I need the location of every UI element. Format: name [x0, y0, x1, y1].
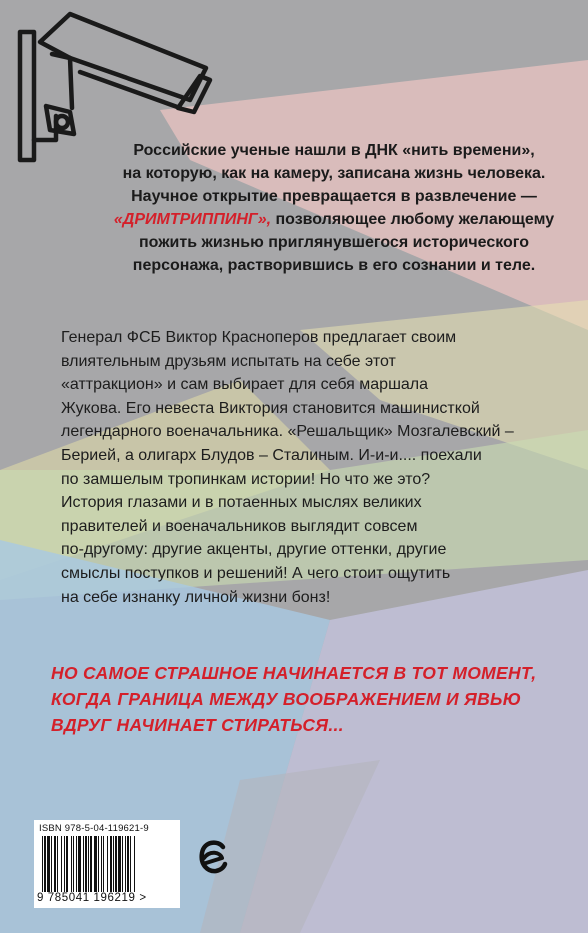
- synopsis-line: История глазами и в потаенных мыслях великих: [61, 494, 422, 512]
- intro-line-dreamtripping: «ДРИМТРИППИНГ», позволяющее любому желающему: [113, 211, 555, 228]
- barcode-bar: [94, 836, 97, 892]
- barcode-bar: [115, 836, 117, 892]
- barcode-bar: [47, 836, 50, 892]
- barcode-bar: [83, 836, 84, 892]
- synopsis-line: правителей и военачальников выглядит совсем: [61, 517, 418, 535]
- barcode-bar: [98, 836, 99, 892]
- synopsis-line: Жукова. Его невеста Виктория становится машинисткой: [61, 399, 480, 417]
- intro-line: на которую, как на камеру, записана жизнь человека.: [122, 165, 546, 182]
- barcode-bar: [127, 836, 129, 892]
- barcode-bar: [73, 836, 74, 892]
- barcode-bar: [51, 836, 52, 892]
- barcode-bar: [85, 836, 87, 892]
- synopsis-line: Берией, а олигарх Блудов – Сталиным. И-и-и.... поехали: [61, 446, 482, 464]
- barcode-bar: [54, 836, 56, 892]
- barcode-bars: [40, 836, 176, 892]
- barcode-bar: [64, 836, 65, 892]
- dreamtripping-highlight: «ДРИМТРИППИНГ»,: [113, 211, 272, 228]
- barcode-bar: [130, 836, 131, 892]
- barcode-bar: [44, 836, 46, 892]
- synopsis-line: легендарного военачальника. «Решальщик» Мозгалевский –: [61, 423, 514, 441]
- barcode-bar: [42, 836, 43, 892]
- publisher-logo-icon: [196, 836, 230, 878]
- synopsis-line: Генерал ФСБ Виктор Красноперов предлагает своим: [61, 329, 457, 346]
- barcode-bar: [71, 836, 72, 892]
- barcode-bar: [90, 836, 92, 892]
- barcode-bar: [122, 836, 123, 892]
- tagline-line: НО САМОЕ СТРАШНОЕ НАЧИНАЕТСЯ В ТОТ МОМЕНТ,: [51, 663, 537, 683]
- tagline-line: КОГДА ГРАНИЦА МЕЖДУ ВООБРАЖЕНИЕМ И ЯВЬЮ: [51, 689, 522, 709]
- isbn-barcode: [34, 820, 180, 908]
- barcode-bar: [76, 836, 77, 892]
- barcode-bar: [78, 836, 81, 892]
- intro-line: пожить жизнью приглянувшегося исторического: [138, 234, 530, 251]
- barcode-bar: [110, 836, 112, 892]
- synopsis-line: смыслы поступков и решений! А чего стоит ощутить: [61, 564, 451, 582]
- barcode-bar: [113, 836, 114, 892]
- synopsis-line: влиятельным друзьям испытать на себе этот: [61, 352, 396, 370]
- intro-line: персонажа, растворившись в его сознании и теле.: [132, 257, 536, 274]
- barcode-digits: 9 785041 196219 >: [37, 892, 147, 904]
- tagline: [51, 660, 571, 738]
- synopsis-line: «аттракцион» и сам выбирает для себя маршала: [61, 376, 429, 394]
- tagline-line: ВДРУГ НАЧИНАЕТ СТИРАТЬСЯ...: [51, 715, 344, 735]
- synopsis-line: по-другому: другие акценты, другие оттенки, другие: [61, 541, 447, 559]
- isbn-number: ISBN 978-5-04-119621-9: [39, 823, 149, 834]
- barcode-bar: [118, 836, 121, 892]
- barcode-bar: [88, 836, 89, 892]
- barcode-bar: [107, 836, 108, 892]
- intro-line: Российские ученые нашли в ДНК «нить времени»,: [133, 142, 535, 159]
- barcode-bar: [101, 836, 102, 892]
- barcode-bar: [66, 836, 68, 892]
- barcode-bar: [61, 836, 62, 892]
- synopsis-line: на себе изнанку личной жизни бонз!: [61, 588, 331, 606]
- barcode-bar: [134, 836, 135, 892]
- intro-line: Научное открытие превращается в развлечение —: [131, 188, 537, 205]
- synopsis-text: [61, 326, 561, 609]
- barcode-bar: [57, 836, 58, 892]
- barcode-bar: [125, 836, 126, 892]
- barcode-bar: [103, 836, 104, 892]
- intro-text: [104, 139, 564, 277]
- synopsis-line: по замшелым тропинкам истории! Но что же это?: [61, 470, 431, 488]
